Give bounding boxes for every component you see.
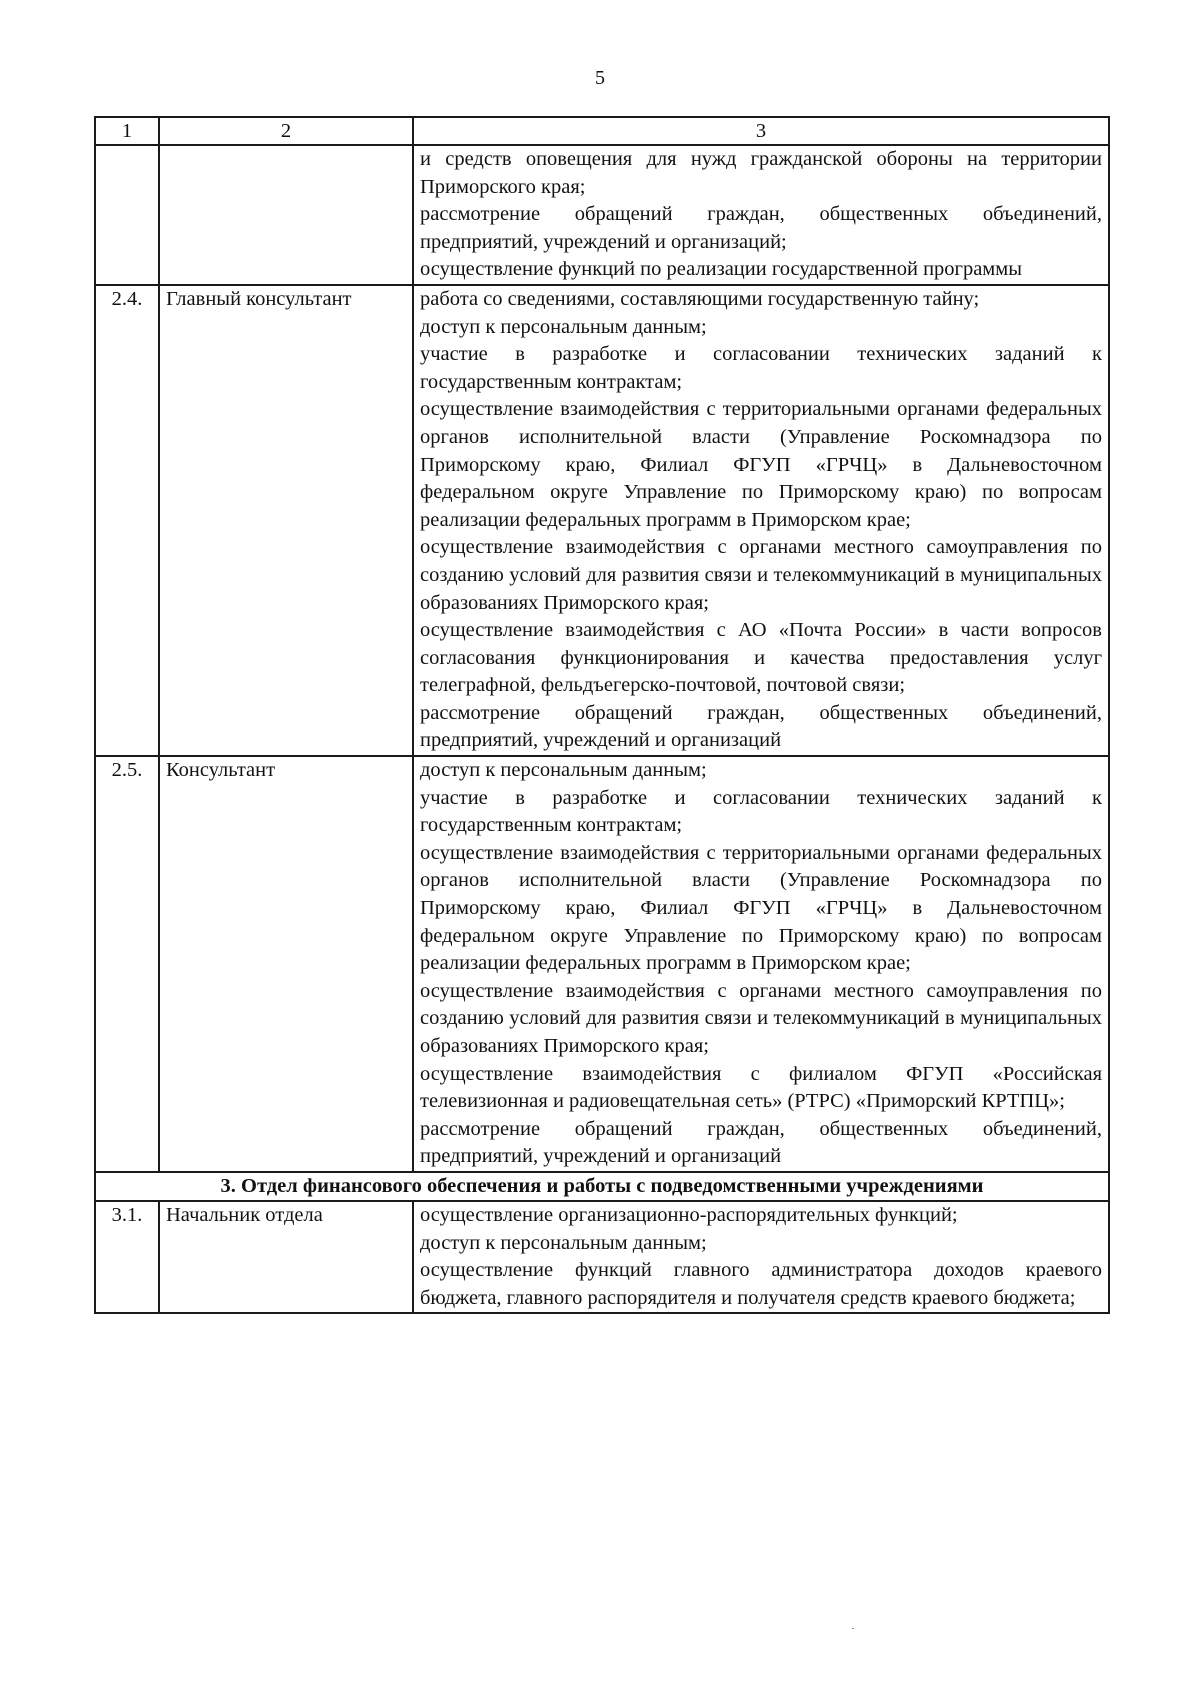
table-header-row (95, 117, 1109, 145)
position-duties (413, 285, 1109, 756)
duty-item: осуществление взаимодействия с территориальными органами федеральных органов исполнительной власти (Управление Роскомнадзора по Приморскому краю, Филиал ФГУП «ГРЧЦ» в Дальневосточном федеральном округе Управление по Приморскому краю) по вопросам реализации федеральных программ в Приморском крае; (420, 841, 1102, 975)
duty-item: осуществление функций по реализации государственной программы (420, 258, 1023, 281)
row-number: 3.1. (95, 1201, 159, 1313)
duty-item: работа со сведениями, составляющими государственную тайну; (420, 287, 980, 310)
header-col-3: 3 (413, 117, 1109, 145)
table-row (95, 145, 1109, 285)
position-title: Начальник отдела (159, 1201, 413, 1313)
duty-item: осуществление взаимодействия с АО «Почта России» в части вопросов согласования функционирования и качества предоставления услуг телеграфной, фельдъегерско-почтовой, почтовой связи; (420, 619, 1102, 697)
section-heading-row (95, 1172, 1109, 1201)
duty-item: рассмотрение обращений граждан, общественных объединений, предприятий, учреждений и организаций (420, 701, 1102, 752)
table-row (95, 756, 1109, 1172)
row-number: 2.5. (95, 756, 159, 1172)
duty-item: рассмотрение обращений граждан, общественных объединений, предприятий, учреждений и организаций (420, 1117, 1102, 1168)
row-number: 2.4. (95, 285, 159, 756)
duty-item: осуществление взаимодействия с органами местного самоуправления по созданию условий для развития связи и телекоммуникаций в муниципальных образованиях Приморского края; (420, 536, 1102, 614)
duty-item: участие в разработке и согласовании технических заданий к государственным контрактам; (420, 786, 1102, 837)
duty-item: осуществление взаимодействия с территориальными органами федеральных органов исполнительной власти (Управление Роскомнадзора по Приморскому краю, Филиал ФГУП «ГРЧЦ» в Дальневосточном федеральном округе Управление по Приморскому краю) по вопросам реализации федеральных программ в Приморском крае; (420, 398, 1102, 531)
position-title: Консультант (159, 756, 413, 1172)
page-number: 5 (595, 67, 605, 89)
section-title: 3. Отдел финансового обеспечения и работы с подведомственными учреждениями (95, 1172, 1109, 1201)
row-number (95, 145, 159, 285)
duty-item: осуществление взаимодействия с филиалом ФГУП «Российская телевизионная и радиовещательная сеть» (РТРС) «Приморский КРТПЦ»; (420, 1062, 1102, 1113)
position-title: Главный консультант (159, 285, 413, 756)
position-duties (413, 145, 1109, 285)
duty-item: доступ к персональным данным; (420, 1231, 707, 1254)
header-col-1: 1 (95, 117, 159, 145)
table-row (95, 1201, 1109, 1313)
positions-table (94, 116, 1110, 1314)
position-duties (413, 756, 1109, 1172)
position-duties (413, 1201, 1109, 1313)
table-row (95, 285, 1109, 756)
duty-item: доступ к персональным данным; (420, 315, 707, 338)
duty-item: участие в разработке и согласовании технических заданий к государственным контрактам; (420, 343, 1102, 393)
duty-item: осуществление функций главного администратора доходов краевого бюджета, главного распорядителя и получателя средств краевого бюджета; (420, 1259, 1102, 1309)
duty-item: и средств оповещения для нужд гражданской обороны на территории Приморского края; (420, 148, 1102, 198)
duty-item: осуществление взаимодействия с органами местного самоуправления по созданию условий для развития связи и телекоммуникаций в муниципальных образованиях Приморского края; (420, 979, 1102, 1057)
duty-item: осуществление организационно-распорядительных функций; (420, 1203, 958, 1226)
duty-item: рассмотрение обращений граждан, общественных объединений, предприятий, учреждений и организаций; (420, 203, 1102, 253)
duty-item: доступ к персональным данным; (420, 759, 707, 782)
header-col-2: 2 (159, 117, 413, 145)
scan-speck (852, 1628, 854, 1629)
position-title (159, 145, 413, 285)
